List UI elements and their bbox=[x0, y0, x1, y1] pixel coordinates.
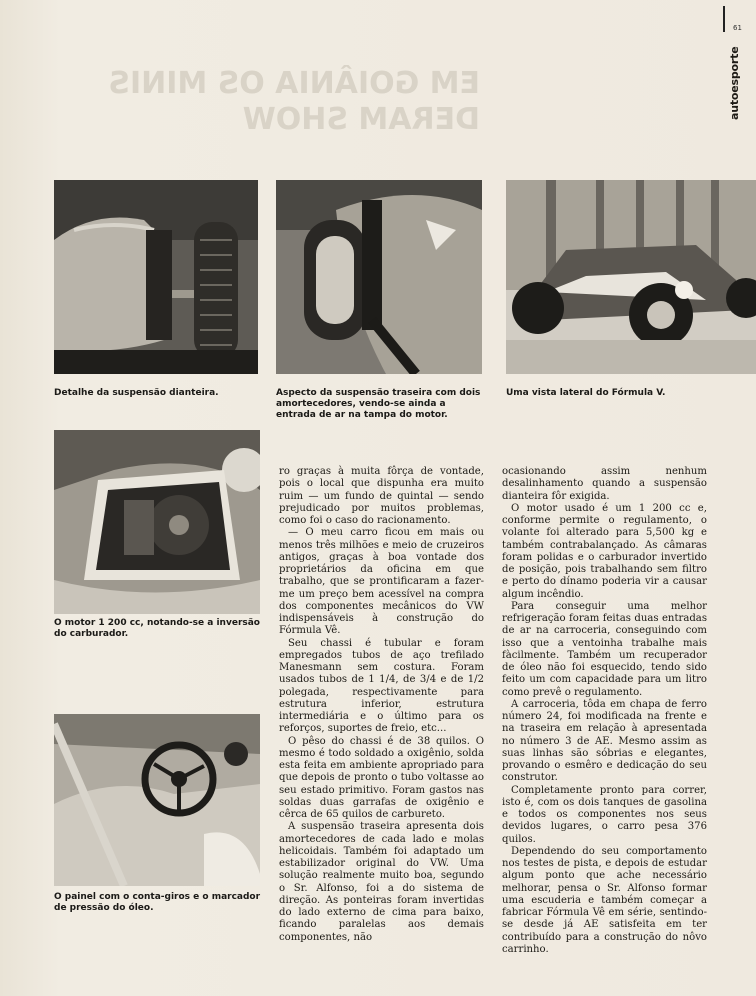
paragraph: A carroceria, tôda em chapa de ferro número 24, foi modificada na frente e na traseira em relação à apresentada no número 3 de AE. Mesmo assim as suas linhas são sóbrias e elegantes, provando o esmêro e dedicação do seu construtor. bbox=[502, 698, 707, 784]
caption-side-view: Uma vista lateral do Fórmula V. bbox=[506, 388, 666, 398]
caption-rear-suspension: Aspecto da suspensão traseira com dois amortecedores, vendo-se ainda a entrada de ar na tampa do motor. bbox=[276, 388, 481, 420]
paragraph: Completamente pronto para correr, isto é, com os dois tanques de gasolina e todos os componentes nos seus devidos lugares, o carro pesa 376 quilos. bbox=[502, 784, 707, 845]
article-column-1 bbox=[279, 466, 484, 944]
photo-side-view bbox=[506, 180, 756, 374]
caption-engine: O motor 1 200 cc, notando-se a inversão do carburador. bbox=[54, 618, 260, 639]
photo-dashboard bbox=[54, 714, 260, 886]
photo-front-suspension bbox=[54, 180, 258, 374]
paragraph: O motor usado é um 1 200 cc e, conforme permite o regulamento, o volante foi alterado para 5,500 kg e também contrabalançado. As câmaras foram polidas e o carburador invertido de posição, pois trabalhando sem filtro e perto do dínamo poderia vir a causar algum incêndio. bbox=[502, 502, 707, 600]
paragraph: ro graças à muita fôrça de vontade, pois o local que dispunha era muito ruim — um fundo de quintal — sendo prejudicado por muitos problemas, como foi o caso do racionamento. bbox=[279, 466, 484, 526]
page-number: 61 bbox=[733, 24, 742, 32]
magazine-name: autoesporte bbox=[728, 46, 741, 120]
caption-front-suspension: Detalhe da suspensão dianteira. bbox=[54, 388, 219, 398]
header-rule bbox=[723, 6, 725, 32]
paragraph: A suspensão traseira apresenta dois amortecedores de cada lado e molas helicoidais. Também foi adaptado um estabilizador original do VW. Uma solução realmente muito boa, segundo o Sr. Alfonso, foi a do sistema de direção. As ponteiras foram invertidas do lado externo de cima para baixo, ficando paralelas aos demais componentes, não bbox=[279, 821, 484, 943]
ghost-title-bleedthrough: EM GOIÂNIA OS MINIS DERAM SHOW bbox=[108, 66, 480, 137]
paragraph: Dependendo do seu comportamento nos testes de pista, e depois de estudar algum ponto que ache necessário melhorar, pensa o Sr. Alfonso formar uma escuderia e também começar a fabricar Fórmula Vê em série, sentindo-se desde já AE satisfeita em ter contribuído para a construção do nôvo carrinho. bbox=[502, 845, 707, 955]
photo-rear-suspension bbox=[276, 180, 482, 374]
photo-engine bbox=[54, 430, 260, 614]
caption-dashboard: O painel com o conta-giros e o marcador de pressão do óleo. bbox=[54, 892, 261, 913]
article-column-2 bbox=[502, 466, 707, 956]
paragraph: Seu chassi é tubular e foram empregados tubos de aço trefilado Manesmann sem costura. Foram usados tubos de 1 1/4, de 3/4 e de 1/2 polegada, respectivamente para estrutura inferior, estrutura intermediária e o último para os reforços, suportes de freio, etc... bbox=[279, 637, 484, 735]
paragraph: — O meu carro ficou em mais ou menos três milhões e meio de cruzeiros antigos, graças à boa vontade dos proprietários da oficina em que trabalho, que se prontificaram a fazer-me um preço bem acessível na compra dos componentes mecânicos do VW indispensáveis à construção do Fórmula Vê. bbox=[279, 527, 484, 637]
paragraph: ocasionando assim nenhum desalinhamento quando a suspensão dianteira fôr exigida. bbox=[502, 466, 707, 502]
paragraph: O pêso do chassi é de 38 quilos. O mesmo é todo soldado a oxigênio, solda esta feita em ambiente apropriado para que depois de pronto o tubo voltasse ao seu estado primitivo. Foram gastos nas soldas duas garrafas de oxigênio e cêrca de 65 quilos de carbureto. bbox=[279, 735, 484, 820]
paragraph: Para conseguir uma melhor refrigeração foram feitas duas entradas de ar na carroceria, conseguindo com isso que a ventoinha trabalhe mais fàcilmente. Também um recuperador de óleo não foi esquecido, tendo sido feito um com capacidade para um litro como prevê o regulamento. bbox=[502, 600, 707, 698]
